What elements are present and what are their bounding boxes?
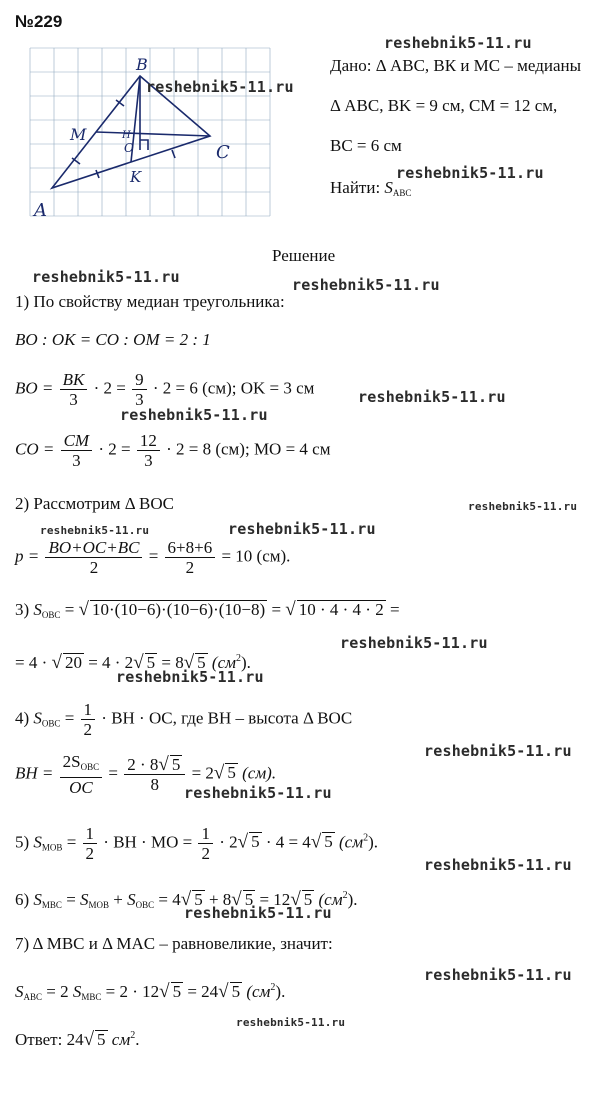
co-mid: · 2 = <box>98 439 131 459</box>
label-m: M <box>70 125 87 144</box>
watermark: reshebnik5-11.ru <box>358 388 506 406</box>
watermark: reshebnik5-11.ru <box>424 966 572 984</box>
triangle-figure <box>20 40 280 220</box>
radical-2: 10 · 4 · 4 · 2 <box>298 600 384 619</box>
find-value: S <box>384 178 393 197</box>
step4-line-1: 4) $S_{OBC}$ = $\frac{1}{2}$ · BH · OC, где BH – высота Δ BOC <box>15 700 353 739</box>
step2-title: 2) Рассмотрим Δ BOC <box>15 494 174 513</box>
find-label: Найти: <box>330 178 381 197</box>
bo-lhs: BO = <box>15 378 54 398</box>
step6-line: 6) $S_{MBC} = S_{MOB} + S_{OBC} = 4√$ 5 + 8√ 5 = 12√ 5 $(см^2)$. <box>15 889 358 910</box>
radical-1: 10·(10−6)·(10−6)·(10−8) <box>91 600 266 619</box>
p-equation <box>15 538 290 577</box>
co-lhs: CO = <box>15 439 55 459</box>
co-frac-1: $\frac{CM}{3}$ <box>61 431 93 470</box>
watermark: reshebnik5-11.ru <box>340 634 488 652</box>
watermark: reshebnik5-11.ru <box>468 500 578 513</box>
bo-mid: · 2 = <box>93 378 126 398</box>
watermark: reshebnik5-11.ru <box>184 904 332 922</box>
problem-number: №229 <box>15 12 63 31</box>
bo-equation <box>15 370 314 409</box>
grid <box>30 48 270 216</box>
watermark: reshebnik5-11.ru <box>292 276 440 294</box>
co-equation <box>15 431 330 470</box>
step7-title: 7) Δ MBC и Δ MAC – равновеликие, значит: <box>15 934 333 953</box>
given-line-2: Δ ABC, BK = 9 см, CM = 12 см, <box>330 96 558 115</box>
watermark: reshebnik5-11.ru <box>228 520 376 538</box>
co-frac-2: $\frac{12}{3}$ <box>137 431 160 470</box>
watermark: reshebnik5-11.ru <box>116 668 264 686</box>
watermark: reshebnik5-11.ru <box>184 784 332 802</box>
watermark: reshebnik5-11.ru <box>424 856 572 874</box>
watermark: reshebnik5-11.ru <box>120 406 268 424</box>
co-rest: · 2 = 8 (см); MO = 4 см <box>166 439 331 459</box>
watermark: reshebnik5-11.ru <box>32 268 180 286</box>
p-frac-1: $\frac{BO+OC+BC}{2}$ <box>45 538 142 577</box>
p-frac-2: $\frac{6+8+6}{2}$ <box>165 538 216 577</box>
p-lhs: p = <box>15 546 40 566</box>
step1-ratio <box>15 330 211 350</box>
label-k: K <box>130 168 142 186</box>
solution-heading: Решение <box>272 246 336 265</box>
bo-frac-2: $\frac{9}{3}$ <box>132 370 147 409</box>
watermark: reshebnik5-11.ru <box>384 34 532 52</box>
step3-line-2: = 4 · √ 20 = 4 · 2√ 5 = 8√ 5 $(см^2)$. <box>15 652 251 673</box>
bo-rest: · 2 = 6 (см); OK = 3 см <box>152 378 315 398</box>
p-eq: = <box>148 546 159 566</box>
watermark: reshebnik5-11.ru <box>236 1016 346 1029</box>
bh-equation: BH = $\frac{2S_{OBC}}{OC}$ = $\frac{2 \cdot 8√ 5}{8}$ = 2√ 5 (см). <box>15 752 277 797</box>
p-rest: = 10 (см). <box>221 546 291 566</box>
watermark: reshebnik5-11.ru <box>40 524 150 537</box>
bo-frac-1: $\frac{BK}{3}$ <box>60 370 88 409</box>
label-o: O <box>124 141 134 155</box>
answer-line: Ответ: 24√ 5 $см^2$. <box>15 1029 140 1050</box>
label-c: C <box>216 142 230 163</box>
given-line-1: Дано: Δ ABC, ВК и МС – медианы <box>330 56 582 75</box>
label-a: A <box>34 200 47 220</box>
watermark: reshebnik5-11.ru <box>146 78 294 96</box>
label-h: H <box>122 130 131 141</box>
ratio-text: BO : OK = CO : OM = 2 : 1 <box>15 330 211 349</box>
step1-title: 1) По свойству медиан треугольника: <box>15 292 285 311</box>
given-line-3: BC = 6 см <box>330 136 402 155</box>
watermark: reshebnik5-11.ru <box>424 742 572 760</box>
step3-line-1: 3) $S_{OBC}$ = √ 10·(10−6)·(10−6)·(10−8) = √ 10 · 4 · 4 · 2 = <box>15 599 400 620</box>
step5-line: 5) $S_{MOB}$ = $\frac{1}{2}$ · BH · MO = $\frac{1}{2}$ · 2√ 5 · 4 = 4√ 5 $(см^2)$. <box>15 824 378 863</box>
step7-equation: $S_{ABC} = 2$ $S_{MBC} = 2 \cdot 12√$ 5 = 24√ 5 $(см^2)$. <box>15 981 286 1002</box>
label-b: B <box>136 55 148 74</box>
watermark: reshebnik5-11.ru <box>396 164 544 182</box>
find-sub: ABC <box>392 188 412 198</box>
